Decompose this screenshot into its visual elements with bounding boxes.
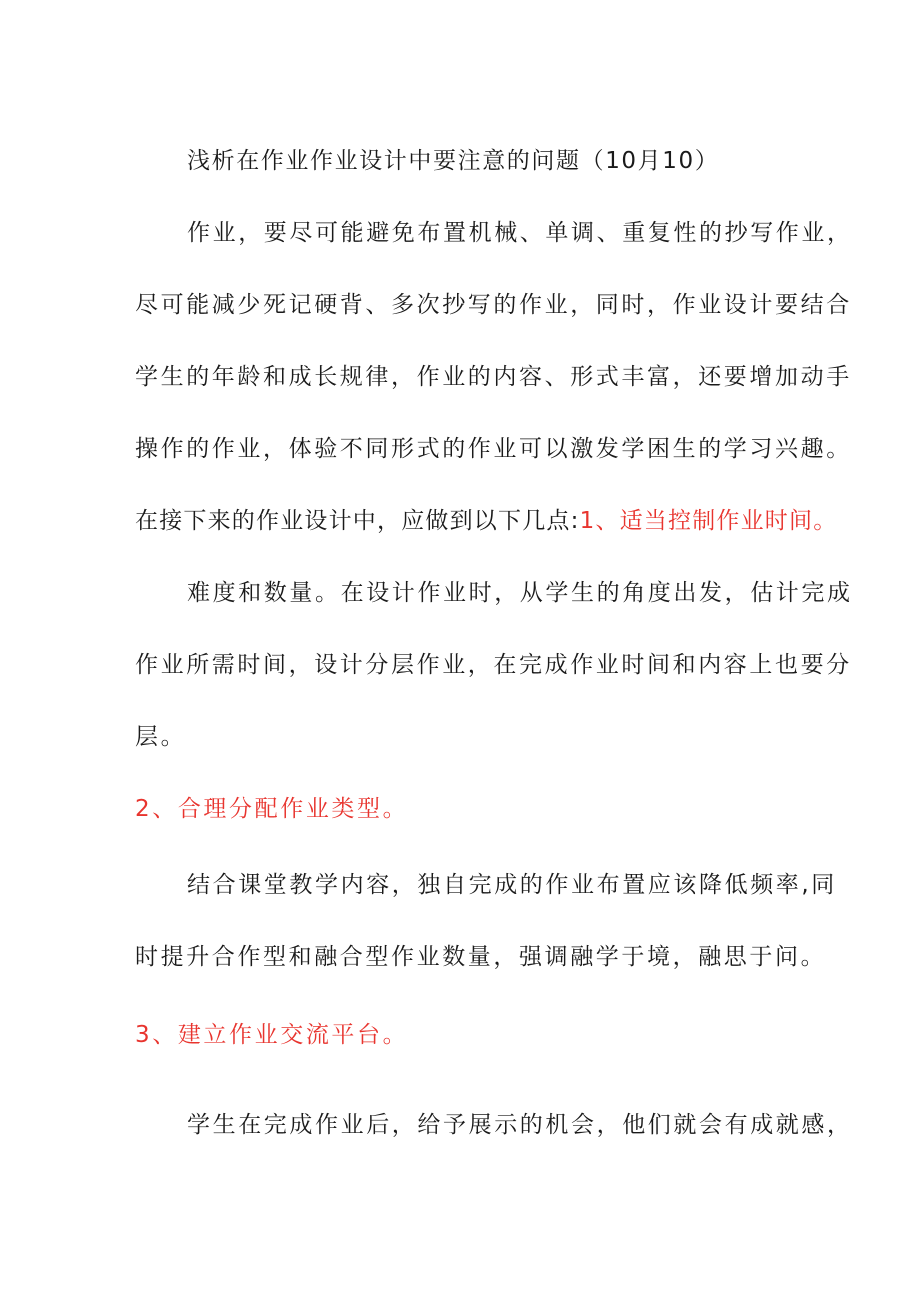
paragraph-line: 层。: [135, 724, 187, 750]
document-title: 浅析在作业作业设计中要注意的问题（10月10）: [187, 148, 720, 174]
section-heading-3: 3、建立作业交流平台。: [135, 1022, 409, 1048]
paragraph-line: 难度和数量。在设计作业时，从学生的角度出发，估计完成: [187, 580, 853, 606]
paragraph-line: [135, 506, 837, 536]
intro-text: 在接下来的作业设计中，应做到以下几点:: [135, 508, 580, 534]
paragraph-line: 尽可能减少死记硬背、多次抄写的作业，同时，作业设计要结合: [135, 292, 852, 318]
paragraph-line: 结合课堂教学内容，独自完成的作业布置应该降低频率,同: [187, 872, 837, 898]
paragraph-line: 作业，要尽可能避免布置机械、单调、重复性的抄写作业，: [187, 220, 853, 246]
paragraph-line: 学生的年龄和成长规律，作业的内容、形式丰富，还要增加动手: [135, 364, 852, 390]
paragraph-line: 学生在完成作业后，给予展示的机会，他们就会有成就感，: [187, 1112, 853, 1138]
paragraph-line: 作业所需时间，设计分层作业，在完成作业时间和内容上也要分: [135, 652, 852, 678]
section-heading-1: 1、适当控制作业时间。: [579, 508, 838, 534]
paragraph-line: 操作的作业，体验不同形式的作业可以激发学困生的学习兴趣。: [135, 436, 852, 462]
section-heading-2: 2、合理分配作业类型。: [135, 796, 409, 822]
paragraph-line: 时提升合作型和融合型作业数量，强调融学于境，融思于问。: [135, 944, 827, 970]
